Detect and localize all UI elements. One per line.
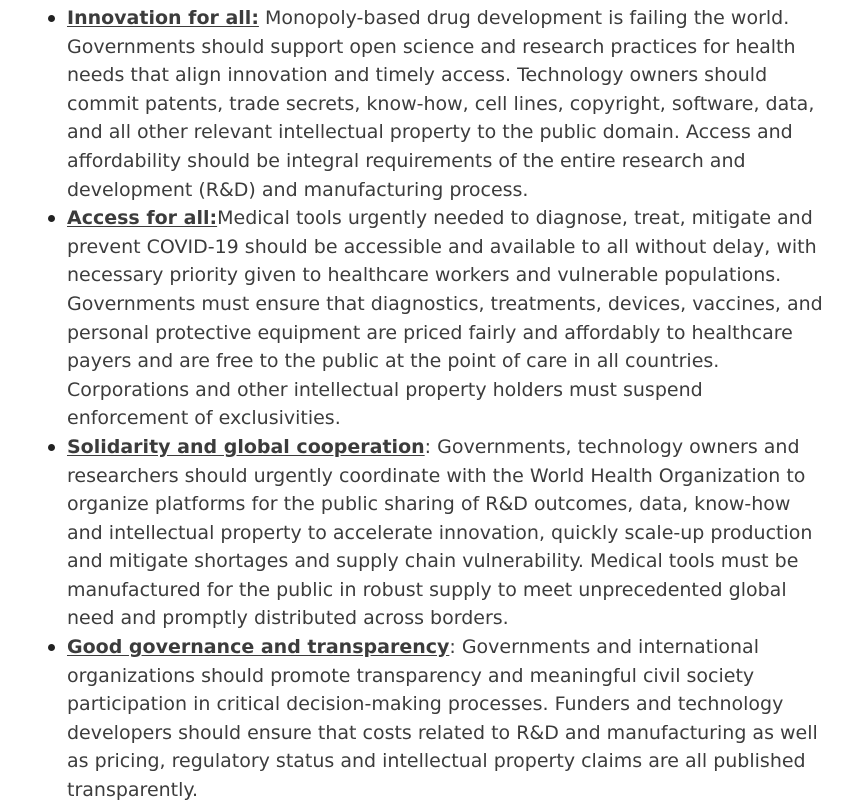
principles-list — [0, 4, 853, 805]
bullet-icon — [48, 644, 55, 651]
bullet-icon — [48, 444, 55, 451]
item-body: Medical tools urgently needed to diagnose, treat, mitigate and prevent COVID-19 should be accessible and available to all without delay, with necessary priority given to healthcare workers and vulnerable populations. Governments must ensure that diagnostics, treatments, devices, vaccines, and personal protective equipment are priced fairly and affordably to healthcare payers and are free to the public at the point of care in all countries. Corporations and other intellectual property holders must suspend enforcement of exclusivities. — [67, 207, 823, 430]
list-item — [0, 433, 853, 633]
bullet-icon — [48, 15, 55, 22]
list-item — [0, 633, 853, 805]
item-separator: : — [424, 435, 438, 458]
list-item — [0, 204, 853, 433]
item-body: Governments, technology owners and researchers should urgently coordinate with the World Health Organization to organize platforms for the public sharing of R&D outcomes, data, know-how and intellectual property to accelerate innovation, quickly scale-up production and mitigate shortages and supply chain vulnerability. Medical tools must be manufactured for the public in robust supply to meet unprecedented global need and promptly distributed across borders. — [67, 435, 813, 630]
item-heading: Good governance and transparency — [67, 636, 450, 659]
list-item — [0, 4, 853, 204]
item-heading: Solidarity and global cooperation — [67, 435, 425, 458]
principles-section — [0, 4, 853, 805]
item-heading: Access for all: — [67, 207, 218, 230]
item-separator: : — [449, 636, 462, 659]
item-body: Monopoly-based drug development is failing the world. Governments should support open science and research practices for health needs that align innovation and timely access. Technology owners should commit patents, trade secrets, know-how, cell lines, copyright, software, data, and all other relevant intellectual property to the public domain. Access and affordability should be integral requirements of the entire research and development (R&D) and manufacturing process. — [67, 7, 815, 201]
bullet-icon — [48, 215, 55, 222]
item-heading: Innovation for all: — [67, 7, 259, 29]
item-body: Governments and international organizations should promote transparency and meaningful civil society participation in critical decision-making processes. Funders and technology developers should ensure that costs related to R&D and manufacturing as well as pricing, regulatory status and intellectual property claims are all published transparently. — [67, 636, 818, 802]
